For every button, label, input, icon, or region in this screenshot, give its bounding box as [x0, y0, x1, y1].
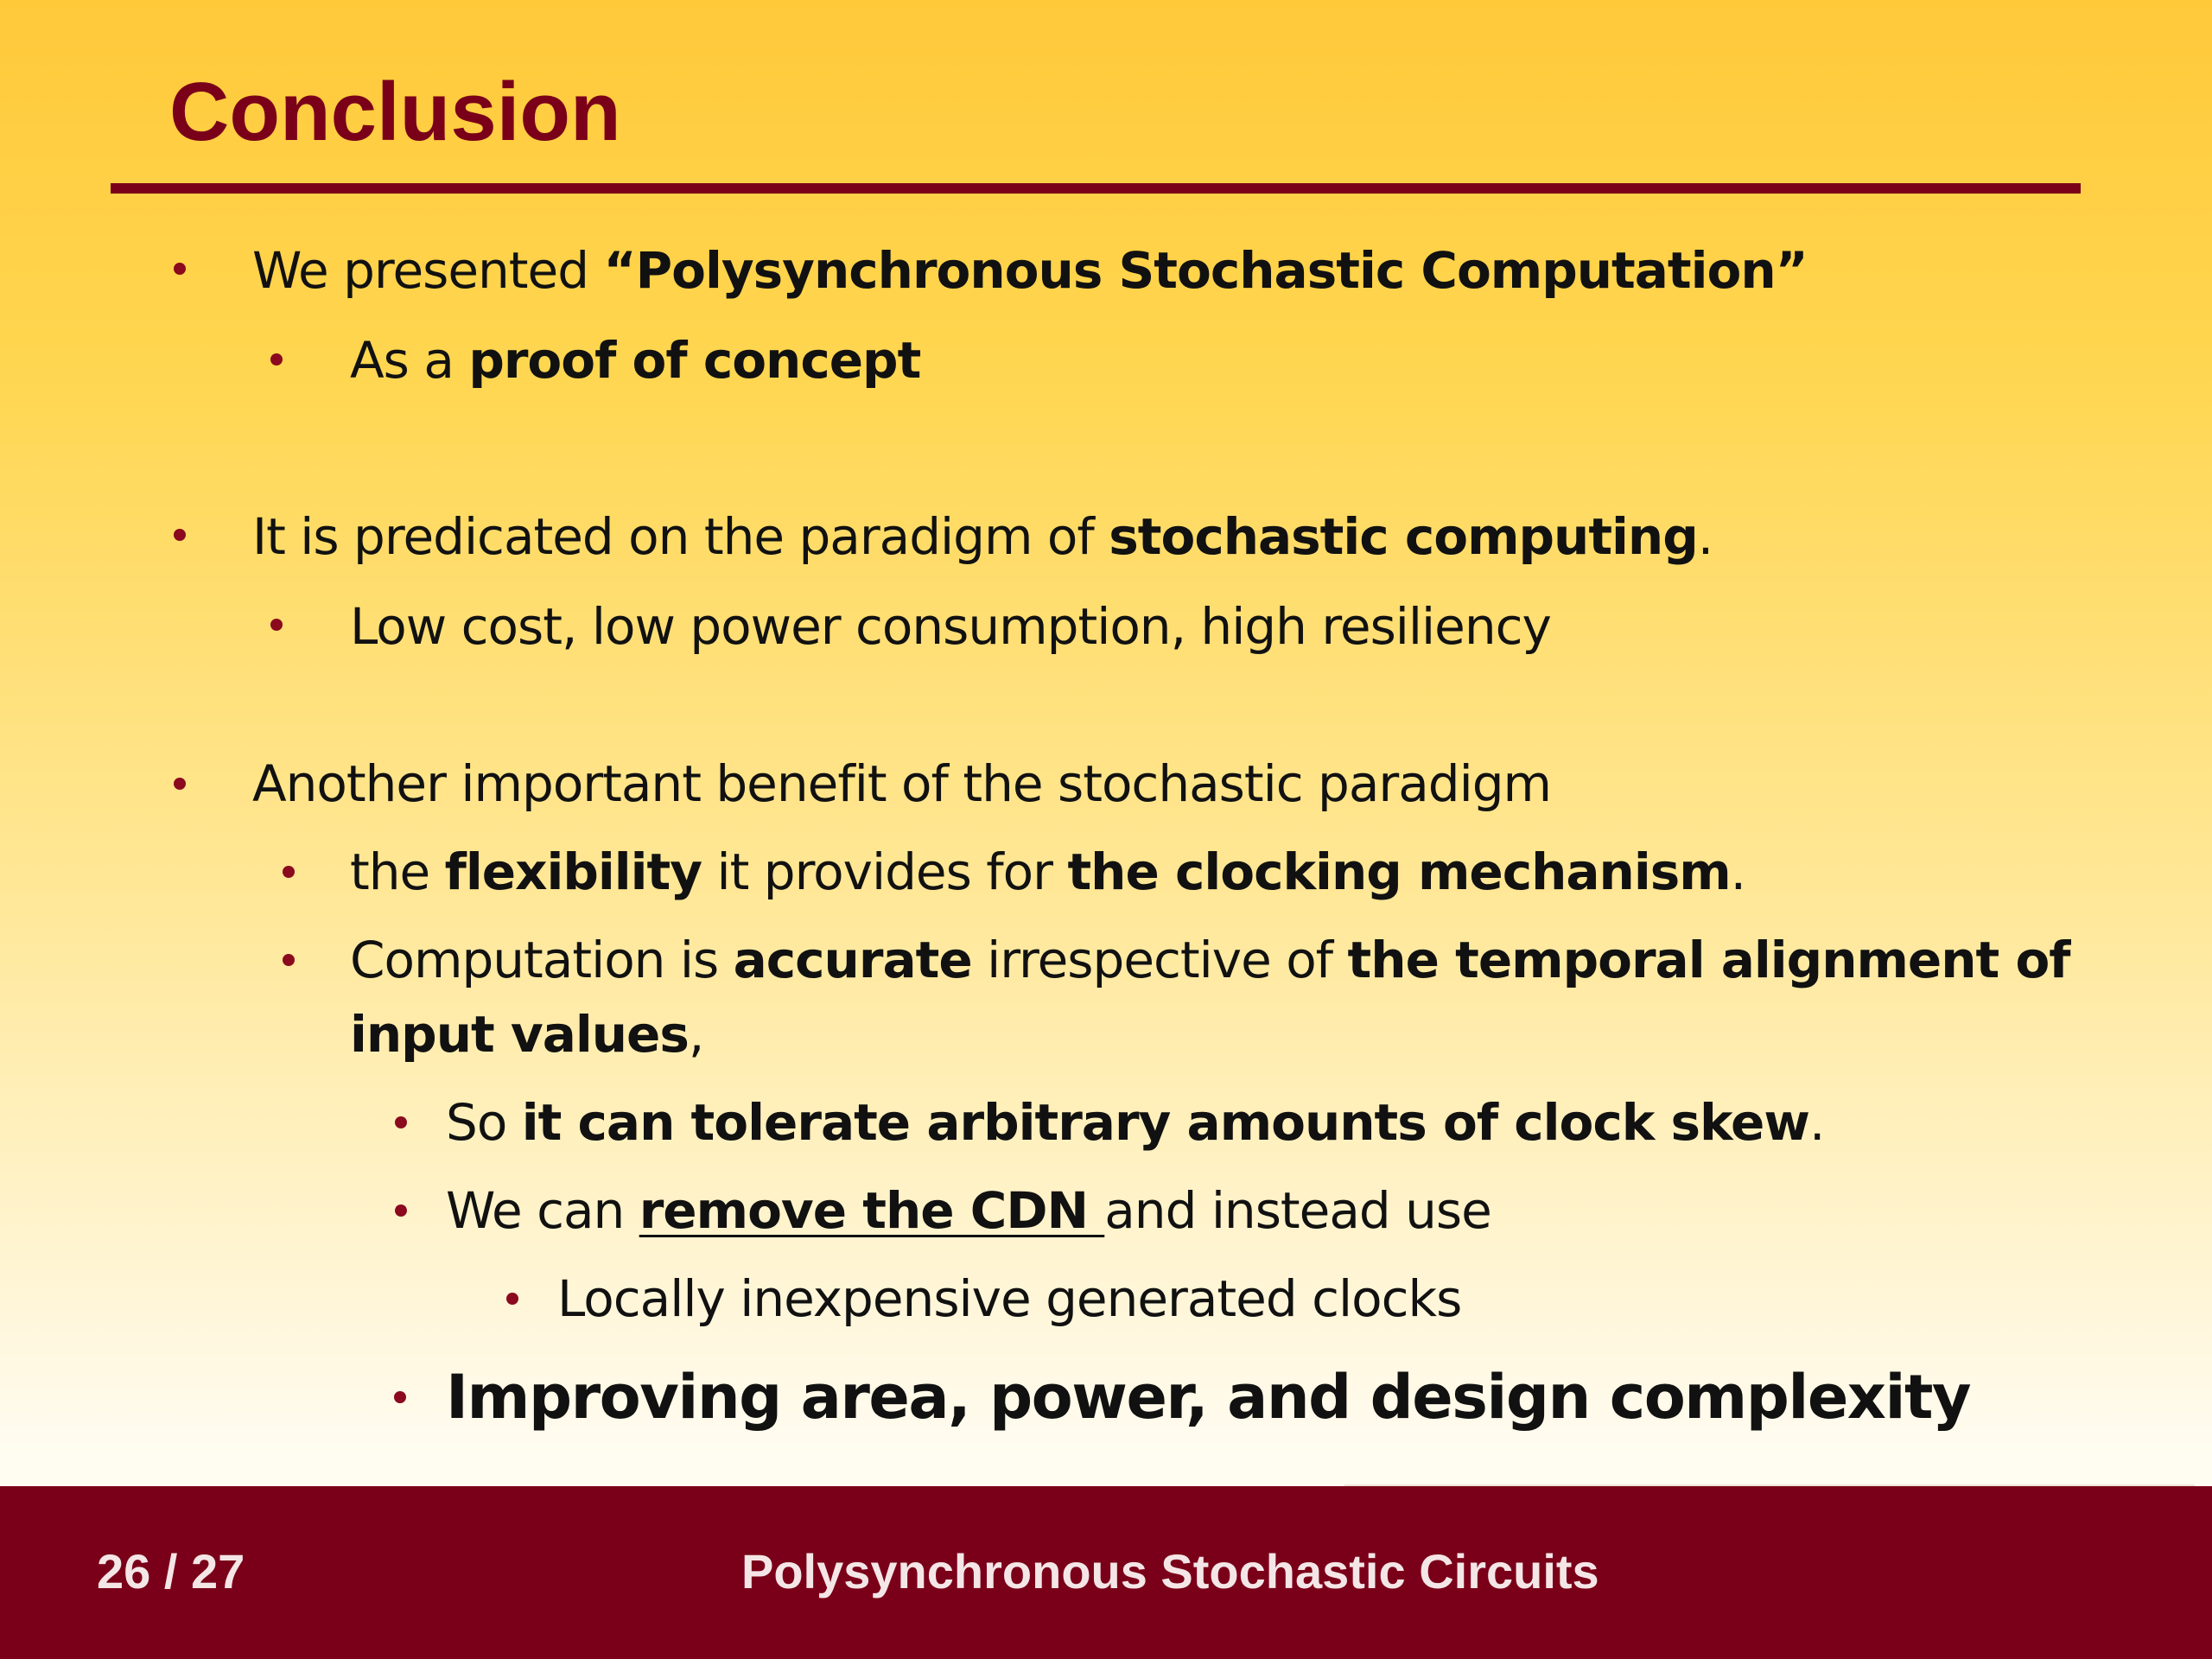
- bullet-text: it provides for: [702, 842, 1068, 901]
- bullet-text: So: [446, 1093, 522, 1152]
- bullet-dot: [174, 529, 186, 541]
- bullet-dot: [506, 1293, 518, 1305]
- bullet-text: and instead use: [1104, 1181, 1491, 1240]
- bullet-bold-text: “Polysynchronous Stochastic Computation”: [603, 241, 1808, 300]
- bullet-flexibility: [350, 842, 1745, 902]
- bullet-presented: [252, 240, 1808, 301]
- bullet-predicated: [252, 506, 1713, 567]
- bullet-text: It is predicated on the paradigm of: [252, 507, 1109, 566]
- bullet-bold-text: Improving area, power, and design complexity: [446, 1362, 1971, 1433]
- bullet-dot: [394, 1391, 406, 1403]
- footer-title: Polysynchronous Stochastic Circuits: [741, 1544, 1599, 1599]
- bullet-computation-accurate-cont: [350, 1004, 703, 1065]
- bullet-bold-text: the clocking mechanism: [1067, 842, 1731, 901]
- bullet-bold-text: input values: [350, 1005, 689, 1064]
- bullet-dot: [395, 1205, 407, 1217]
- bullet-low-cost: [350, 596, 1551, 657]
- bullet-dot: [283, 866, 295, 878]
- page-number: 26 / 27: [97, 1544, 245, 1599]
- bullet-text: .: [1808, 1093, 1825, 1152]
- bullet-text: We presented: [252, 241, 604, 300]
- bullet-dot: [395, 1116, 407, 1128]
- bullet-text: .: [1697, 507, 1713, 566]
- bullet-local-clocks: [557, 1268, 1461, 1329]
- bullet-dot: [270, 353, 283, 365]
- bullet-computation-accurate: [350, 930, 2070, 990]
- bullet-text: Low cost, low power consumption, high resiliency: [350, 597, 1551, 656]
- bullet-dot: [283, 954, 295, 966]
- bullet-text: Locally inexpensive generated clocks: [557, 1269, 1462, 1328]
- bullet-underlined-text: remove the CDN: [639, 1181, 1105, 1240]
- bullet-dot: [270, 619, 283, 631]
- bullet-proof-of-concept: [350, 330, 920, 391]
- bullet-remove-cdn: [446, 1180, 1491, 1241]
- bullet-text: .: [1730, 842, 1746, 901]
- bullet-bold-text: accurate: [733, 931, 972, 989]
- bullet-text: the: [350, 842, 445, 901]
- bullet-text: As a: [350, 331, 469, 390]
- bullet-bold-text: flexibility: [444, 842, 702, 901]
- bullet-text: Computation is: [350, 931, 734, 989]
- bullet-text: ,: [688, 1005, 704, 1064]
- bullet-dot: [174, 778, 186, 790]
- bullet-bold-text: stochastic computing: [1109, 507, 1698, 566]
- bullet-text: We can: [446, 1181, 639, 1240]
- slide-title: Conclusion: [169, 66, 621, 158]
- bullet-improving: [446, 1360, 1970, 1434]
- bullet-bold-text: proof of concept: [468, 331, 921, 390]
- bullet-bold-text: the temporal alignment of: [1347, 931, 2070, 989]
- bullet-dot: [174, 263, 186, 275]
- bullet-bold-text: it can tolerate arbitrary amounts of clock skew: [521, 1093, 1809, 1152]
- bullet-text: Another important benefit of the stochastic paradigm: [252, 754, 1552, 813]
- bullet-text: irrespective of: [971, 931, 1348, 989]
- bullet-another-benefit: [252, 753, 1551, 814]
- bullet-clock-skew: [446, 1092, 1824, 1153]
